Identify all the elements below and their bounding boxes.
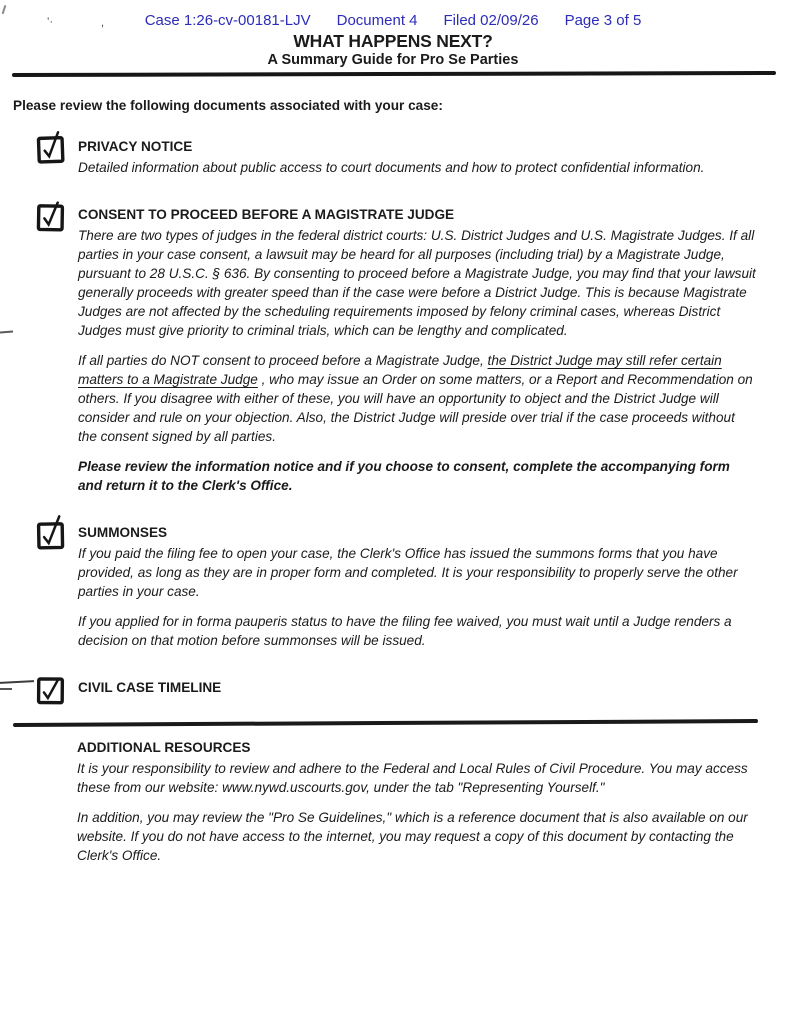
checkbox-checked-icon	[36, 667, 66, 704]
item-body	[78, 522, 756, 661]
item-label: CIVIL CASE TIMELINE	[78, 679, 222, 695]
checklist-item-civil-case-timeline	[36, 677, 786, 705]
filed-date: Filed 02/09/26	[443, 12, 539, 29]
resources-paragraph: It is your responsibility to review and adhere to the Federal and Local Rules of Civil Procedure. You may access these from our website: www.nywd.uscourts.gov, under the tab "Representing Yourself."	[77, 761, 748, 795]
item-paragraph: There are two types of judges in the federal district courts: U.S. District Judges and U.S. Magistrate Judges. If all parties in your case consent, a lawsuit may be heard for all purposes (including trial) by a Magistrate Judge, pursuant to 28 U.S.C. § 636. By consenting to proceed before a Magistrate Judge, you may find that your lawsuit generally proceeds with greater speed than if the case were before a District Judge. This is because Magistrate Judges are not affected by the scheduling requirements imposed by felony criminal cases, whereas District Judges must give priority to criminal trials, which can be lengthy and complicated.	[78, 227, 756, 338]
scan-artifact	[0, 688, 12, 690]
item-body	[78, 136, 756, 188]
document-checklist	[0, 136, 786, 705]
scan-artifact: ,	[101, 17, 105, 29]
section-divider-rule	[13, 719, 758, 726]
resources-paragraph: In addition, you may review the "Pro Se Guidelines," which is a reference document that is also available on our website. If you do not have access to the internet, you may request a copy of this document by contacting the Clerk's Office.	[77, 810, 748, 863]
paragraph-text: , who may issue an Order on some matters, or a Report and Recommendation on others. If you disagree with either of these, you will have an opportunity to object and the District Judge will consider and rule on your objection. Also, the District Judge will preside over trial if the case proceeds without the consent signed by all parties.	[78, 371, 753, 444]
item-label: CONSENT TO PROCEED BEFORE A MAGISTRATE JUDGE	[78, 206, 455, 222]
item-paragraph-emphasis: Please review the information notice and if you choose to consent, complete the accompanying form and return it to the Clerk's Office.	[78, 458, 730, 493]
checkbox-checked-icon	[36, 512, 67, 550]
paragraph-text: If all parties do NOT consent to proceed before a Magistrate Judge,	[78, 352, 488, 368]
underlined-phrase: the District Judge may still refer certain matters to a Magistrate Judge	[78, 352, 722, 387]
section-label: ADDITIONAL RESOURCES	[77, 740, 251, 755]
additional-resources-section	[77, 739, 755, 865]
item-paragraph: If you applied for in forma pauperis status to have the filing fee waived, you must wait until a Judge renders a decision on that motion before summonses will be issued.	[78, 613, 732, 648]
intro-text: Please review the following documents associated with your case:	[13, 97, 443, 113]
item-label: PRIVACY NOTICE	[78, 138, 193, 154]
header-rule	[12, 71, 776, 77]
page-title: WHAT HAPPENS NEXT?	[293, 31, 493, 51]
item-body	[78, 677, 756, 699]
checkbox-checked-icon	[36, 194, 67, 232]
scan-artifact: ‛·	[47, 16, 54, 28]
item-body	[78, 204, 756, 506]
checkbox-checked-icon	[35, 126, 66, 164]
checklist-item-privacy-notice	[36, 136, 786, 188]
page-number: Page 3 of 5	[564, 12, 642, 29]
checklist-item-summonses	[36, 522, 786, 661]
item-paragraph: If you paid the filing fee to open your case, the Clerk's Office has issued the summons forms that you have provided, as long as they are in proper form and completed. It is your responsibility to properly serve the other parties in your case.	[78, 545, 738, 599]
checklist-item-magistrate-consent	[36, 204, 786, 506]
ecf-filing-stamp	[0, 0, 786, 29]
item-paragraph	[78, 351, 756, 446]
case-number: Case 1:26-cv-00181-LJV	[144, 12, 311, 29]
document-number: Document 4	[336, 12, 418, 29]
page-subtitle: A Summary Guide for Pro Se Parties	[267, 52, 519, 68]
item-label: SUMMONSES	[78, 524, 168, 540]
item-paragraph: Detailed information about public access to court documents and how to protect confidential information.	[78, 159, 705, 175]
